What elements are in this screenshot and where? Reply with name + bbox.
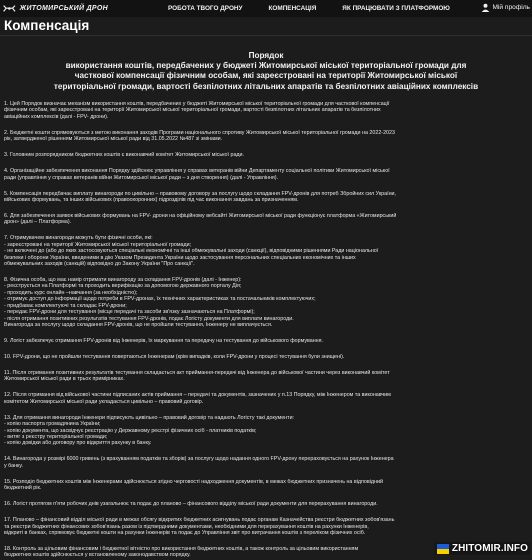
heading-line: часткової компенсації фізичним особам, які зареєстровані на території Житомирської міської	[74, 71, 458, 81]
clause-line: 10. FPV-дрони, що не пройшли тестування повертаються Інженерам (крім випадків, коли FPV-дрони у процесі тестування були знищені).	[4, 353, 345, 360]
drone-logo-icon	[3, 3, 16, 14]
clause-line: - отримує доступ до інформації щодо потреби в FPV-дронах, їх технічних характеристиках та постачальників комплектуючих;	[4, 296, 316, 303]
profile-link[interactable]	[481, 3, 530, 12]
clause-line: ради (управління у справах ветеранів війни Житомирської міської ради – з дня створення) (далі - Управління).	[4, 174, 279, 181]
clause-line: - передає FPV-дрони для тестування (місце передачі та засоби зв'язку зазначаються на Платформі);	[4, 309, 255, 316]
logo-text: ЖИТОМИРСЬКИЙ ДРОН	[19, 5, 108, 12]
clause-line: фізичним особам, які зареєстровані на території Житомирської міської територіальної громади, вартості безпілотних літальних апаратів та безпілотних	[4, 107, 381, 114]
clause-line: бюджетний рік.	[4, 485, 42, 492]
clause-line: - копію документа, що засвідчує реєстрацію у Державному реєстрі фізичних осіб - платників податків;	[4, 427, 257, 434]
user-icon	[481, 3, 490, 12]
clause-4	[4, 168, 528, 181]
clause-line: 17. Планово – фінансовий відділ міської ради в межах обсягу відкритих бюджетних асигнувань подає органам Казначейства реєстри бюджетних зобов'язань	[4, 517, 395, 524]
ukraine-flag-icon	[437, 544, 449, 554]
clause-line: 9. Логіст забезпечує отримання FPV-дронів від Інженерів, їх маркування та передачу на тестування до військового формування.	[4, 337, 324, 344]
clause-line: 14. Винагорода у розмірі 6000 гривень (з врахуванням податків та зборів) за послугу щодо надання одного FPV-дрону перераховується на рахунок Інженера	[4, 456, 394, 463]
clause-line: Житомирської міської ради в трьох примірниках.	[4, 376, 125, 383]
clause-line: комітетом Житомирської міської ради укладається цивільно – правовий договір.	[4, 398, 204, 405]
clause-line: - після отримання позитивних результатів тестування FPV-дронів, подає Логісту документи для виплати винагороди.	[4, 315, 294, 322]
clause-line: безпеки і оборони України, введеними в дію Указом Президента України щодо застосування персональних спеціальних економічних та інших	[4, 254, 356, 261]
clause-line: 6. Для забезпечення заявок військових формувань на FPV- дрони на офіційному вебсайті Житомирської міської ради функціонує платформа «Житомирський	[4, 213, 397, 220]
clause-9	[4, 338, 528, 344]
clause-line: - не включені до (або до яких застосовуються спеціальні економічні та інші обмежувальні заходи (санкції), відповідними рішеннями Ради національної	[4, 248, 379, 255]
heading-line: Порядок	[248, 51, 284, 60]
clause-3	[4, 152, 528, 158]
clause-13	[4, 415, 528, 447]
clause-line: 3. Головним розпорядником бюджетних коштів є виконавчий комітет Житомирської міської ради.	[4, 152, 244, 159]
clause-6	[4, 213, 528, 226]
clause-line: 5. Компенсація передбачає виплату винагороди по цивільно – правовому договору за послугу щодо складання FPV-дронів для потреб Збройних сил України,	[4, 190, 396, 197]
clause-line: 2. Бюджетні кошти спрямовуються з метою виконання заходів Програми національного спротиву Житомирської міської територіальної громади на 2022-2023	[4, 129, 395, 136]
nav-platform-guide[interactable]: ЯК ПРАЦЮВАТИ З ПЛАТФОРМОЮ	[342, 5, 450, 12]
clause-8	[4, 277, 528, 328]
clause-line: 16. Логіст протягом п'яти робочих днів узагальнює та подає до планово – фінансового відділу міської ради документи для перерахування винагороди.	[4, 501, 378, 508]
document-clauses	[4, 101, 528, 560]
clause-10	[4, 354, 528, 360]
clause-5	[4, 191, 528, 204]
watermark	[434, 542, 531, 555]
clause-1	[4, 101, 528, 120]
clause-line: Винагорода за послугу щодо складання FPV-дронів, що не пройшли тестування, Інженеру не виплачується.	[4, 321, 273, 328]
heading-line: територіальної громади, вартості безпілотних літальних апаратів та безпілотних авіаційних комплексів	[53, 81, 479, 91]
clause-line: військових формувань, та інших військових (правоохоронних) підрозділів під час виконання завдань за призначенням.	[4, 197, 299, 204]
watermark-text: ZHITOMIR.INFO	[451, 543, 528, 554]
clause-line: та реєстри бюджетних фінансових зобов'язань разом із підтвердними документами, необхідними для перерахування коштів на рахунки Інженерів,	[4, 523, 369, 530]
clause-line: 12. Після отримання від військової частини підписаних актів приймання – передачі та документів, зазначених у п.13 Порядку, між Інженером та виконавчим	[4, 392, 391, 399]
clause-line: 13. Для отримання винагороди Інженери підписують цивільно – правовий договір та надають Логісту такі документи:	[4, 414, 295, 421]
clause-line: 18. Контроль за цільовим фінансовим і бюджетної вітністю про використання бюджетних коштів, а також контроль за цільовим використанням	[4, 545, 359, 552]
clause-14	[4, 456, 528, 469]
clause-line: у банку.	[4, 462, 24, 469]
clause-line: - копію довідки або договору про відкриття рахунку в банку.	[4, 440, 152, 447]
clause-15	[4, 479, 528, 492]
clause-11	[4, 370, 528, 383]
clause-line: - придбаває комплектуючі та складає FPV-дрони;	[4, 302, 127, 309]
clause-12	[4, 392, 528, 405]
clause-line: - зареєстровані на території Житомирської міської територіальної громади;	[4, 241, 192, 248]
divider	[0, 35, 532, 36]
document-heading	[14, 51, 518, 92]
clause-line: відкриті в банках, спрямовує бюджетні кошти на рахунки Інженерів та подає до Управління звіт про витрачання коштів з переліком фізичних осіб.	[4, 529, 366, 536]
clause-line: 7. Отримувачем винагороди можуть бути фізичні особи, які:	[4, 235, 153, 242]
clause-line: - реєструється на Платформі та проходить верифікацію за допомогою державного порталу Дія;	[4, 283, 242, 290]
clause-line: 1. Цей Порядок визначає механізм використання коштів, передбачених у бюджеті Житомирської міської територіальної громади для часткової компенсації	[4, 101, 390, 107]
clause-7	[4, 235, 528, 267]
clause-line: авіаційних комплексів (далі - FPV- дрони).	[4, 113, 109, 120]
site-logo[interactable]	[3, 3, 108, 14]
clause-16	[4, 501, 528, 507]
profile-label: Мій профіль	[492, 4, 530, 11]
clause-2	[4, 130, 528, 143]
clause-line: обмежувальних заходів (санкцій) відповідно до Закону України "Про санкції".	[4, 261, 195, 268]
clause-line: рік, затвердженої рішенням Житомирської міської ради від 31.05.2022 №487 зі змінами.	[4, 136, 223, 143]
main-nav	[168, 5, 476, 12]
clause-line: дрон» (далі – Платформа).	[4, 219, 72, 226]
nav-drone-work[interactable]: РОБОТА ТВОГО ДРОНУ	[168, 5, 243, 12]
nav-compensation[interactable]: КОМПЕНСАЦІЯ	[268, 5, 317, 12]
page-title: Компенсація	[4, 18, 90, 33]
clause-line: 8. Фізична особа, що має намір отримати винагороду за складання FPV-дронів (далі - Інженер):	[4, 277, 242, 284]
clause-line: - витяг з реєстру територіальної громади;	[4, 433, 108, 440]
top-navbar	[0, 0, 532, 17]
clause-line: - копію паспорта громадянина України;	[4, 421, 101, 428]
clause-line: - проходить курс онлайн –навчання (за необхідністю);	[4, 289, 138, 296]
clause-line: бюджетних коштів здійснюється у встановленому законодавством порядку.	[4, 552, 191, 559]
clause-line: 4. Організаційне забезпечення виконання Порядку здійснює управління у справах ветеранів війни Департаменту соціальної політики Житомирської міської	[4, 168, 390, 175]
clause-line: 15. Розподіл бюджетних коштів між Інженерами здійснюється згідно черговості надходження документів, в межах бюджетних призначень на відповідний	[4, 478, 383, 485]
clause-line: 11. Після отримання позитивних результатів тестування складається акт приймання-передачі від Інженера до військової частини через виконавчий комітет	[4, 369, 390, 376]
heading-line: використання коштів, передбачених у бюджеті Житомирської міської територіальної громади для	[65, 61, 467, 71]
clause-17	[4, 517, 528, 536]
